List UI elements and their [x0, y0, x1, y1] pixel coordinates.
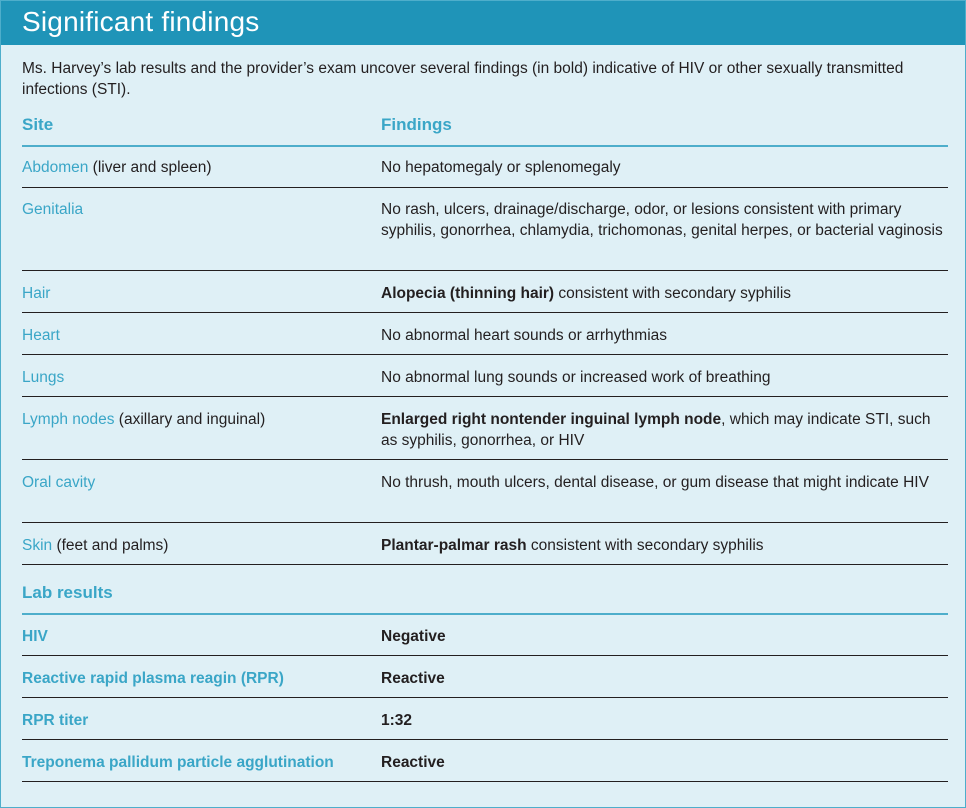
finding-text: No abnormal lung sounds or increased work of breathing: [381, 369, 771, 386]
finding-bold: Alopecia (thinning hair): [381, 285, 555, 302]
finding-text: consistent with secondary syphilis: [554, 285, 792, 302]
lab-result: Reactive: [381, 670, 445, 687]
site-name: Lymph nodes: [22, 411, 115, 428]
table-row: [22, 355, 948, 397]
finding-text: No hepatomegaly or splenomegaly: [381, 159, 621, 176]
site-note: (feet and palms): [52, 537, 169, 554]
table-row: [22, 188, 948, 271]
table-row: [22, 523, 948, 565]
site-name: Genitalia: [22, 201, 84, 218]
site-column-header: Site: [22, 115, 54, 134]
panel-title: Significant findings: [1, 1, 965, 45]
finding-text: , which may indicate STI, such as syphilis, gonorrhea, or HIV: [381, 411, 931, 449]
lab-row: [22, 740, 948, 782]
lab-row: [22, 656, 948, 698]
table-row: [22, 271, 948, 313]
lab-result: Negative: [381, 628, 446, 645]
table-row: [22, 460, 948, 523]
finding-bold: Enlarged right nontender inguinal lymph node: [381, 411, 722, 428]
finding-text: No rash, ulcers, drainage/discharge, odor, or lesions consistent with primary syphilis, gonorrhea, chlamydia, trichomonas, genital herpes, or bacterial vaginosis: [381, 201, 943, 239]
lab-row: [22, 614, 948, 656]
lab-test-name: RPR titer: [22, 712, 89, 729]
finding-text: consistent with secondary syphilis: [526, 537, 764, 554]
findings-column-header: Findings: [381, 115, 452, 134]
finding-bold: Plantar-palmar rash: [381, 537, 527, 554]
table-row: [22, 146, 948, 188]
site-name: Skin: [22, 537, 53, 554]
site-name: Heart: [22, 327, 60, 344]
lab-results-header: Lab results: [22, 583, 113, 602]
site-name: Hair: [22, 285, 51, 302]
table-row: [22, 313, 948, 355]
lab-test-name: HIV: [22, 628, 48, 645]
table-row: [22, 397, 948, 460]
finding-text: No thrush, mouth ulcers, dental disease, or gum disease that might indicate HIV: [381, 474, 929, 491]
site-note: (axillary and inguinal): [114, 411, 266, 428]
lab-row: [22, 698, 948, 740]
lab-result: Reactive: [381, 754, 445, 771]
site-name: Oral cavity: [22, 474, 96, 491]
lab-test-name: Reactive rapid plasma reagin (RPR): [22, 670, 284, 687]
finding-text: No abnormal heart sounds or arrhythmias: [381, 327, 668, 344]
site-name: Abdomen: [22, 159, 89, 176]
site-name: Lungs: [22, 369, 65, 386]
lab-result: 1:32: [381, 712, 413, 729]
intro-text: Ms. Harvey’s lab results and the provider’s exam uncover several findings (in bold) indicative of HIV or other sexually transmitted infections (STI).: [22, 60, 904, 98]
site-note: (liver and spleen): [88, 159, 212, 176]
lab-test-name: Treponema pallidum particle agglutination: [22, 754, 334, 771]
